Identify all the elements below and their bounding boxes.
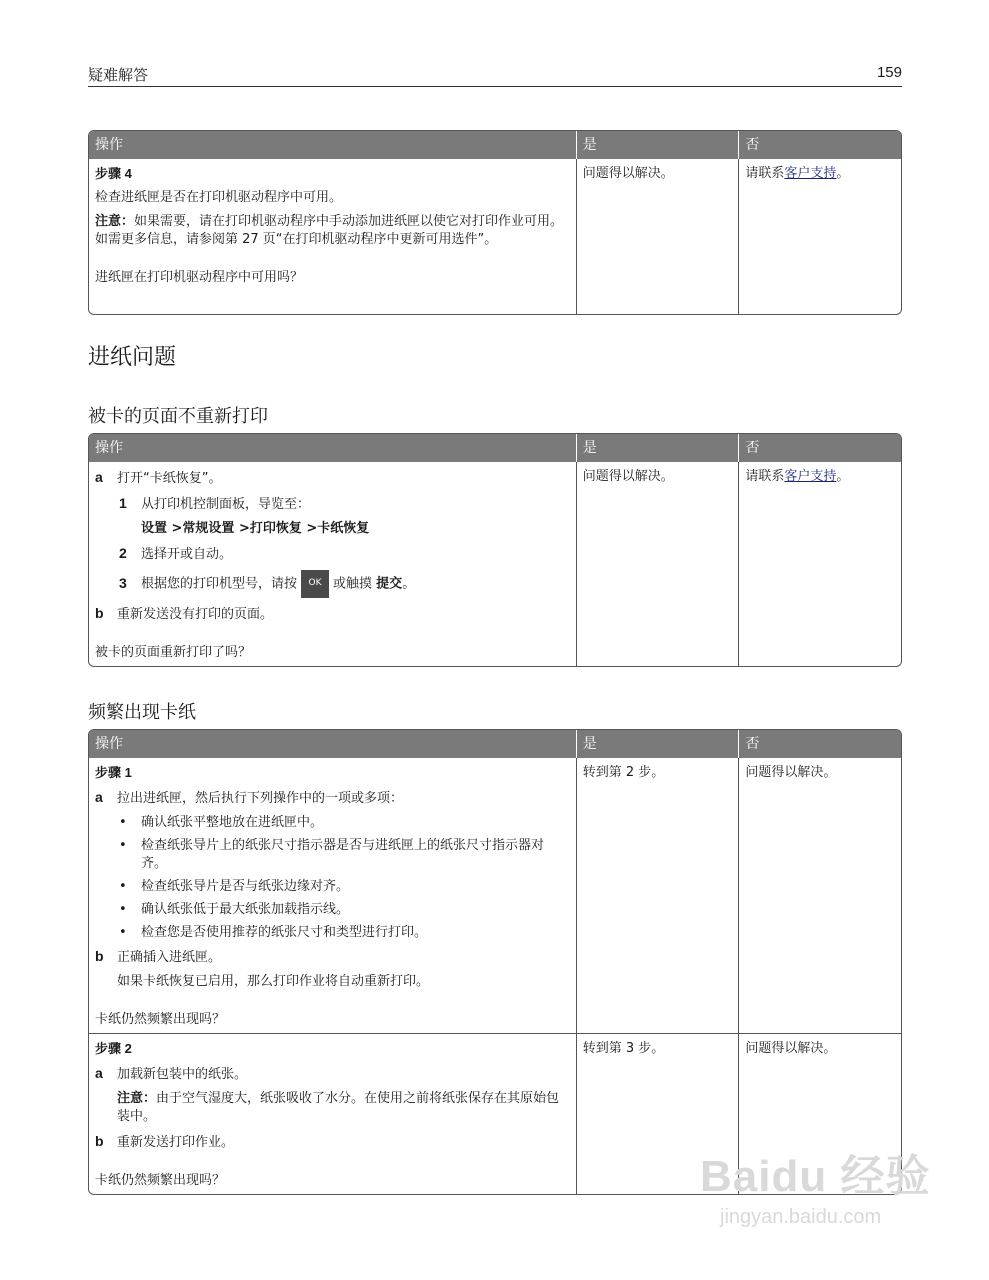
column-header-yes: 是 [576, 730, 739, 758]
item-a-text: 加载新包装中的纸张。 [117, 1067, 248, 1082]
no-suffix: 。 [836, 469, 850, 484]
bullet-item [95, 837, 570, 873]
note-label: 注意： [95, 214, 135, 229]
step-label: 步骤 2 [95, 1041, 132, 1056]
item-a [95, 468, 570, 488]
item-3-mid: 或触摸 [333, 576, 373, 592]
bullet-item [95, 901, 570, 919]
item-2-number: 2 [119, 545, 127, 561]
no-cell: 问题得以解决。 [738, 1033, 901, 1194]
menu-path: 设置 >常规设置 >打印恢复 >卡纸恢复 [141, 521, 370, 536]
column-header-no: 否 [738, 434, 901, 462]
troubleshoot-table-step4 [88, 130, 902, 315]
step-text: 检查进纸匣是否在打印机驱动程序中可用。 [95, 190, 343, 205]
subsection-title-reprint: 被卡的页面不重新打印 [88, 406, 268, 427]
no-cell [738, 462, 901, 666]
item-1-number: 1 [119, 495, 127, 511]
item-1-text: 从打印机控制面板，导览至： [141, 497, 311, 512]
yes-cell: 问题得以解决。 [576, 462, 739, 666]
question: 进纸匣在打印机驱动程序中可用吗？ [95, 270, 304, 285]
note [95, 1090, 570, 1126]
column-header-no: 否 [738, 131, 901, 159]
bullet-icon: • [119, 902, 127, 917]
item-3-number: 3 [119, 574, 127, 591]
column-header-no: 否 [738, 730, 901, 758]
action-cell [89, 159, 576, 314]
item-3-pre: 根据您的打印机型号，请按 [141, 576, 298, 592]
action-cell-step1 [89, 758, 576, 1033]
question: 被卡的页面重新打印了吗？ [95, 645, 252, 660]
no-cell [738, 159, 901, 314]
step-label: 步骤 4 [95, 166, 132, 181]
item-b-note: 如果卡纸恢复已启用，那么打印作业将自动重新打印。 [117, 974, 430, 989]
item-a-label: a [95, 469, 103, 485]
yes-cell: 问题得以解决。 [576, 159, 739, 314]
section-title: 进纸问题 [88, 345, 177, 370]
bullet-text: 检查纸张导片是否与纸张边缘对齐。 [141, 879, 350, 894]
question: 卡纸仍然频繁出现吗？ [95, 1173, 226, 1188]
troubleshoot-table-reprint [88, 433, 902, 667]
item-b-text: 重新发送打印作业。 [117, 1135, 235, 1150]
action-cell [89, 462, 576, 666]
item-a-label: a [95, 1065, 103, 1081]
page-number: 159 [876, 64, 902, 81]
note [95, 213, 570, 249]
item-a [95, 1064, 570, 1084]
bullet-icon: • [119, 879, 127, 894]
item-a-text: 打开“卡纸恢复”。 [117, 471, 222, 486]
item-b-label: b [95, 605, 104, 621]
item-a-label: a [95, 789, 103, 805]
item-3 [95, 570, 570, 598]
note-text: 由于空气湿度大，纸张吸收了水分。在使用之前将纸张保存在其原始包装中。 [117, 1091, 560, 1124]
item-b-text: 重新发送没有打印的页面。 [117, 607, 274, 622]
header-title: 疑难解答 [88, 66, 149, 84]
subsection-title-frequent-jams: 频繁出现卡纸 [88, 702, 196, 723]
item-a [95, 788, 570, 808]
bullet-text: 确认纸张平整地放在进纸匣中。 [141, 815, 324, 830]
item-b-label: b [95, 948, 104, 964]
item-2 [95, 544, 570, 564]
bullet-text: 检查您是否使用推荐的纸张尺寸和类型进行打印。 [141, 925, 428, 940]
item-b-text: 正确插入进纸匣。 [117, 950, 222, 965]
no-prefix: 请联系 [745, 166, 785, 181]
bullet-icon: • [119, 838, 127, 853]
item-b [95, 947, 570, 967]
baidu-watermark [700, 1140, 940, 1270]
bullet-icon: • [119, 925, 127, 940]
no-suffix: 。 [836, 166, 850, 181]
ok-button-icon: OK [301, 570, 329, 598]
submit-label: 提交 [376, 576, 403, 592]
step-label: 步骤 1 [95, 765, 132, 780]
troubleshoot-table-frequent-jams [88, 729, 902, 1195]
note-label: 注意： [117, 1091, 157, 1106]
item-a-text: 拉出进纸匣，然后执行下列操作中的一项或多项： [117, 791, 404, 806]
watermark-url: jingyan.baidu.com [720, 1206, 882, 1228]
column-header-action: 操作 [89, 434, 576, 462]
item-3-end: 。 [402, 576, 416, 592]
item-b [95, 1132, 570, 1152]
column-header-yes: 是 [576, 131, 739, 159]
column-header-action: 操作 [89, 131, 576, 159]
page-header [88, 62, 902, 87]
watermark-brand: Baidu 经验 [700, 1152, 931, 1201]
item-b-label: b [95, 1133, 104, 1149]
column-header-yes: 是 [576, 434, 739, 462]
customer-support-link[interactable]: 客户支持 [784, 469, 837, 484]
no-cell: 问题得以解决。 [738, 758, 901, 1033]
bullet-item [95, 878, 570, 896]
bullet-icon: • [119, 815, 127, 830]
bullet-item [95, 924, 570, 942]
column-header-action: 操作 [89, 730, 576, 758]
no-prefix: 请联系 [745, 469, 785, 484]
yes-cell: 转到第 3 步。 [576, 1033, 739, 1194]
customer-support-link[interactable]: 客户支持 [784, 166, 837, 181]
item-2-text: 选择开或自动。 [141, 547, 233, 562]
bullet-text: 确认纸张低于最大纸张加载指示线。 [141, 902, 350, 917]
item-1 [95, 494, 570, 514]
action-cell-step2 [89, 1033, 576, 1194]
yes-cell: 转到第 2 步。 [576, 758, 739, 1033]
bullet-item [95, 814, 570, 832]
note-text: 如果需要，请在打印机驱动程序中手动添加进纸匣以使它对打印作业可用。如需更多信息，请参阅第 27 页“在打印机驱动程序中更新可用选件”。 [95, 214, 564, 247]
question: 卡纸仍然频繁出现吗？ [95, 1012, 226, 1027]
bullet-text: 检查纸张导片上的纸张尺寸指示器是否与进纸匣上的纸张尺寸指示器对齐。 [141, 838, 545, 871]
item-b [95, 604, 570, 624]
